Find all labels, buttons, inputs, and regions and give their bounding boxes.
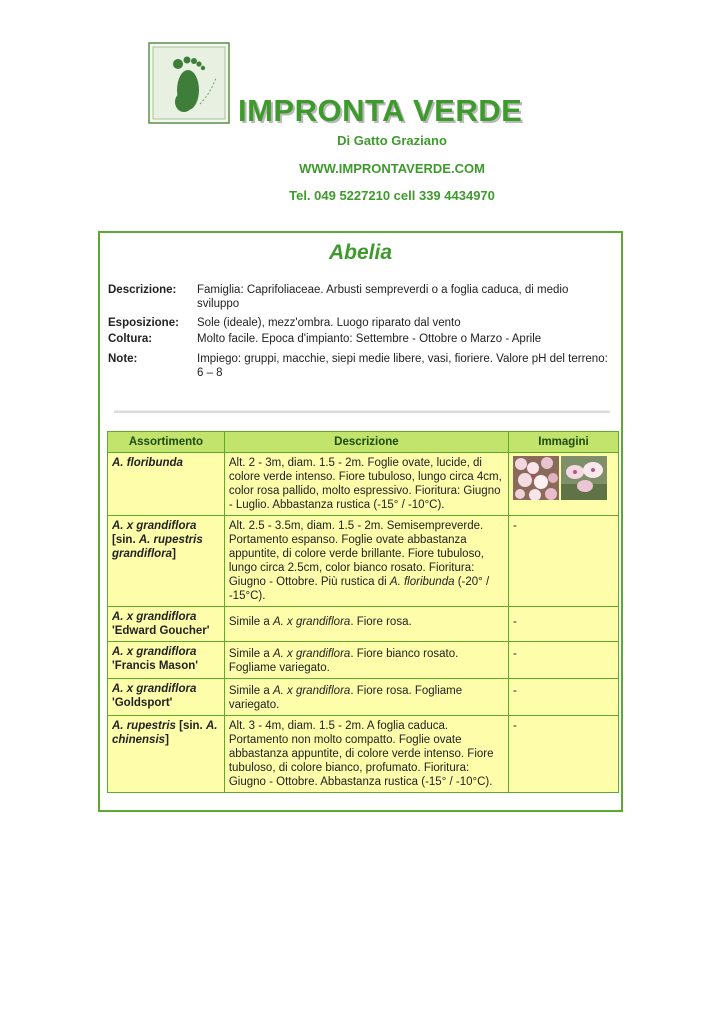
table-header-row bbox=[108, 432, 619, 453]
info-value: Impiego: gruppi, macchie, siepi medie libere, vasi, fioriere. Valore pH del terreno: 6 – 8 bbox=[197, 353, 608, 379]
desc-text: (-20° / -15°C). bbox=[228, 576, 490, 602]
name-italic: A. rupestris bbox=[112, 720, 176, 732]
name-plain: 'Goldsport' bbox=[112, 697, 173, 709]
variety-description bbox=[224, 642, 508, 679]
name-plain: ] bbox=[165, 734, 169, 746]
varieties-table bbox=[107, 431, 619, 793]
table-row bbox=[108, 716, 619, 793]
variety-description bbox=[224, 679, 508, 716]
desc-text: Simile a bbox=[228, 616, 273, 628]
variety-description bbox=[224, 607, 508, 642]
desc-text: Alt. 2.5 - 3.5m, diam. 1.5 - 2m. Semisempreverde. Portamento espanso. Foglie ovate abbastanza appuntite, di colore verde brillante. Fiore tubuloso, lungo circa 2.5cm, color bianco rosato. Fioritura: Giugno - Ottobre. Più rustica di bbox=[228, 520, 484, 588]
name-plain: [sin. bbox=[112, 534, 139, 546]
website-link[interactable]: WWW.IMPRONTAVERDE.COM bbox=[299, 161, 485, 176]
name-plain: ] bbox=[172, 548, 176, 560]
info-label: Descrizione: bbox=[108, 284, 177, 296]
desc-text: Alt. 2 - 3m, diam. 1.5 - 2m. Foglie ovate, lucide, di colore verde intenso. Fiore tubuloso, lungo circa 4cm, color rosa pallido, molto espressivo. Fioritura: Giugno - Luglio. Abbastanza rustica (-15° / -10°C). bbox=[228, 457, 502, 511]
name-plain: 'Edward Goucher' bbox=[112, 625, 210, 637]
desc-text: Simile a bbox=[228, 648, 273, 660]
variety-description bbox=[224, 516, 508, 607]
info-row-descrizione bbox=[108, 283, 608, 311]
variety-images: - bbox=[509, 679, 619, 716]
table-row bbox=[108, 642, 619, 679]
info-value: Sole (ideale), mezz'ombra. Luogo riparato dal vento bbox=[197, 317, 461, 329]
desc-text: . Fiore bianco rosato. Fogliame variegato. bbox=[228, 648, 459, 674]
table-row bbox=[108, 453, 619, 516]
name-plain: 'Francis Mason' bbox=[112, 660, 198, 672]
name-italic: A. x grandiflora bbox=[112, 646, 197, 658]
variety-images: - bbox=[509, 716, 619, 793]
variety-name bbox=[108, 607, 225, 642]
name-italic: A. x grandiflora bbox=[112, 611, 197, 623]
desc-text: Alt. 3 - 4m, diam. 1.5 - 2m. A foglia caduca. Portamento non molto compatto. Foglie ovate abbastanza appuntite, di colore verde intenso. Fiore tubuloso, di colore bianco, profumato. Fioritura: Giugno - Ottobre. Abbastanza rustica (-15° / -10°C). bbox=[228, 720, 494, 788]
desc-italic: A. x grandiflora bbox=[272, 685, 351, 697]
name-italic: A. x grandiflora bbox=[112, 520, 197, 532]
info-value: Famiglia: Caprifoliaceae. Arbusti sempreverdi o a foglia caduca, di medio sviluppo bbox=[197, 284, 569, 310]
desc-italic: A. floribunda bbox=[389, 576, 455, 588]
desc-text: . Fiore rosa. Fogliame variegato. bbox=[228, 685, 463, 711]
table-row bbox=[108, 516, 619, 607]
variety-images bbox=[509, 453, 619, 516]
variety-images: - bbox=[509, 607, 619, 642]
col-header-descrizione: Descrizione bbox=[224, 432, 508, 453]
name-italic: A. floribunda bbox=[112, 457, 183, 469]
footprint-logo bbox=[148, 42, 230, 124]
plant-card bbox=[98, 231, 623, 812]
info-value: Molto facile. Epoca d'impianto: Settembre - Ottobre o Marzo - Aprile bbox=[197, 333, 542, 345]
desc-text: . Fiore rosa. bbox=[350, 616, 412, 628]
plant-info bbox=[108, 283, 608, 380]
name-italic: A. chinensis bbox=[112, 720, 218, 746]
info-row-note bbox=[108, 352, 608, 380]
name-plain: [sin. bbox=[175, 720, 206, 732]
name-italic: A. x grandiflora bbox=[112, 683, 197, 695]
desc-italic: A. x grandiflora bbox=[272, 648, 351, 660]
info-label: Coltura: bbox=[108, 333, 153, 345]
desc-italic: A. x grandiflora bbox=[272, 616, 351, 628]
info-row-coltura bbox=[108, 332, 608, 352]
variety-images: - bbox=[509, 642, 619, 679]
brand-name: IMPRONTA VERDE bbox=[238, 93, 523, 128]
flower-photo-1[interactable] bbox=[513, 456, 559, 500]
phone-numbers: Tel. 049 5227210 cell 339 4434970 bbox=[289, 188, 495, 203]
variety-description bbox=[224, 453, 508, 516]
variety-description bbox=[224, 716, 508, 793]
desc-text: Simile a bbox=[228, 685, 273, 697]
variety-name bbox=[108, 679, 225, 716]
table-row bbox=[108, 607, 619, 642]
variety-name bbox=[108, 516, 225, 607]
divider bbox=[114, 410, 610, 413]
flower-photo-2[interactable] bbox=[561, 456, 607, 500]
info-label: Note: bbox=[108, 353, 138, 365]
name-italic: A. rupestris grandiflora bbox=[112, 534, 203, 560]
variety-images: - bbox=[509, 516, 619, 607]
info-label: Esposizione: bbox=[108, 317, 179, 329]
col-header-immagini: Immagini bbox=[509, 432, 619, 453]
col-header-assortimento: Assortimento bbox=[108, 432, 225, 453]
variety-name bbox=[108, 642, 225, 679]
table-row bbox=[108, 679, 619, 716]
variety-name bbox=[108, 716, 225, 793]
owner-name: Di Gatto Graziano bbox=[337, 133, 447, 148]
plant-title: Abelia bbox=[328, 241, 393, 264]
variety-name bbox=[108, 453, 225, 516]
